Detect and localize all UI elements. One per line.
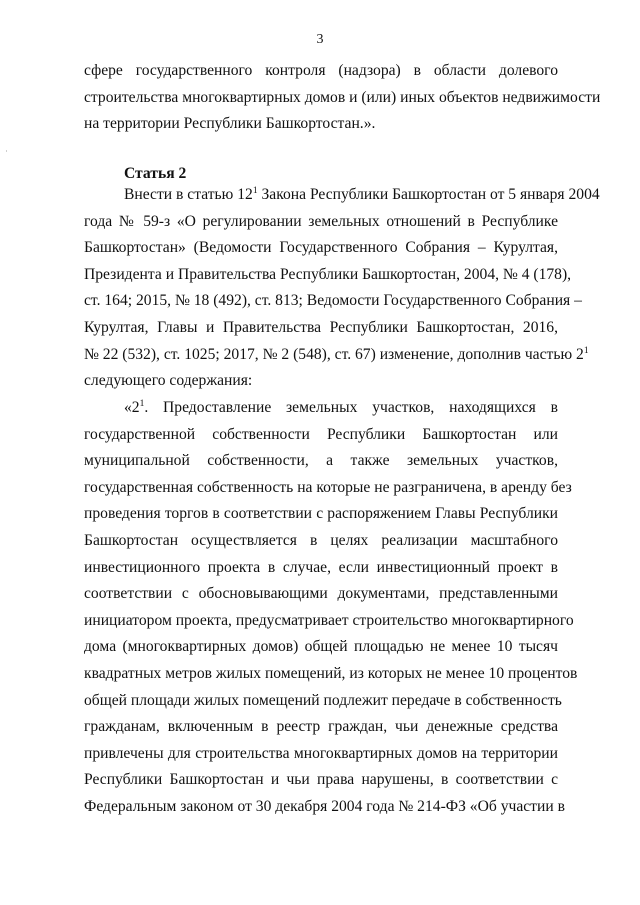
text-line [84, 395, 558, 422]
article-paragraph-1 [84, 182, 600, 395]
text-line: государственной собственности Республики Башкортостан или [84, 425, 558, 443]
text-line: дома (многоквартирных домов) общей площадью не менее 10 тысяч [84, 638, 558, 656]
text-line: строительства многоквартирных домов и (или) иных объектов недвижимости [84, 88, 601, 106]
superscript: 1 [139, 399, 145, 409]
text-segment: . Предоставление земельных участков, находящихся в [144, 399, 558, 416]
intro-paragraph [84, 58, 601, 138]
text-segment: Закона Республики Башкортостан от 5 января 2004 [257, 186, 600, 203]
text-line: гражданам, включенным в реестр граждан, чьи денежные средства [84, 718, 558, 736]
article-heading: Статья 2 [124, 165, 187, 182]
text-line: проведения торгов в соответствии с распоряжением Главы Республики [84, 505, 558, 523]
text-line: муниципальной собственности, а также земельных участков, [84, 452, 558, 470]
text-segment: № 22 (532), ст. 1025; 2017, № 2 (548), ст. 67) изменение, дополнив частью 2 [84, 345, 584, 363]
text-line: инвестиционного проекта в случае, если инвестиционный проект в [84, 558, 558, 576]
text-line [84, 182, 600, 209]
superscript: 1 [583, 345, 589, 356]
page-number: 3 [316, 32, 324, 47]
text-line: Башкортостан осуществляется в целях реализации масштабного [84, 531, 558, 549]
text-line [84, 342, 589, 369]
superscript: 1 [252, 186, 258, 196]
text-line: Курултая, Главы и Правительства Республики Башкортостан, 2016, [84, 318, 558, 336]
scan-mark [6, 150, 7, 152]
text-line: Федеральным законом от 30 декабря 2004 года № 214-ФЗ «Об участии в [84, 797, 565, 815]
text-line: общей площади жилых помещений подлежит передаче в собственность [84, 691, 562, 709]
text-line: Президента и Правительства Республики Башкортостан, 2004, № 4 (178), [84, 265, 572, 283]
article-paragraph-2 [84, 395, 578, 821]
text-line: привлечены для строительства многоквартирных домов на территории [84, 744, 558, 762]
text-line: инициатором проекта, предусматривает строительство многоквартирного [84, 611, 574, 629]
text-line: Республики Башкортостан и чьи права нарушены, в соответствии с [84, 771, 558, 789]
text-line: ст. 164; 2015, № 18 (492), ст. 813; Ведомости Государственного Собрания – [84, 292, 582, 310]
text-line: соответствии с обосновывающими документами, представленными [84, 585, 558, 603]
text-line: квадратных метров жилых помещений, из которых не менее 10 процентов [84, 664, 578, 682]
text-line: года № 59-з «О регулировании земельных отношений в Республике [84, 212, 558, 230]
text-line: на территории Республики Башкортостан.». [84, 115, 376, 133]
text-line: Башкортостан» (Ведомости Государственного Собрания – Курултая, [84, 239, 558, 257]
text-line: государственная собственность на которые не разграничена, в аренду без [84, 478, 572, 496]
text-line: следующего содержания: [84, 372, 253, 390]
text-segment: «2 [124, 399, 140, 416]
text-line: сфере государственного контроля (надзора) в области долевого [84, 62, 558, 79]
text-segment: Внести в статью 12 [124, 186, 253, 203]
